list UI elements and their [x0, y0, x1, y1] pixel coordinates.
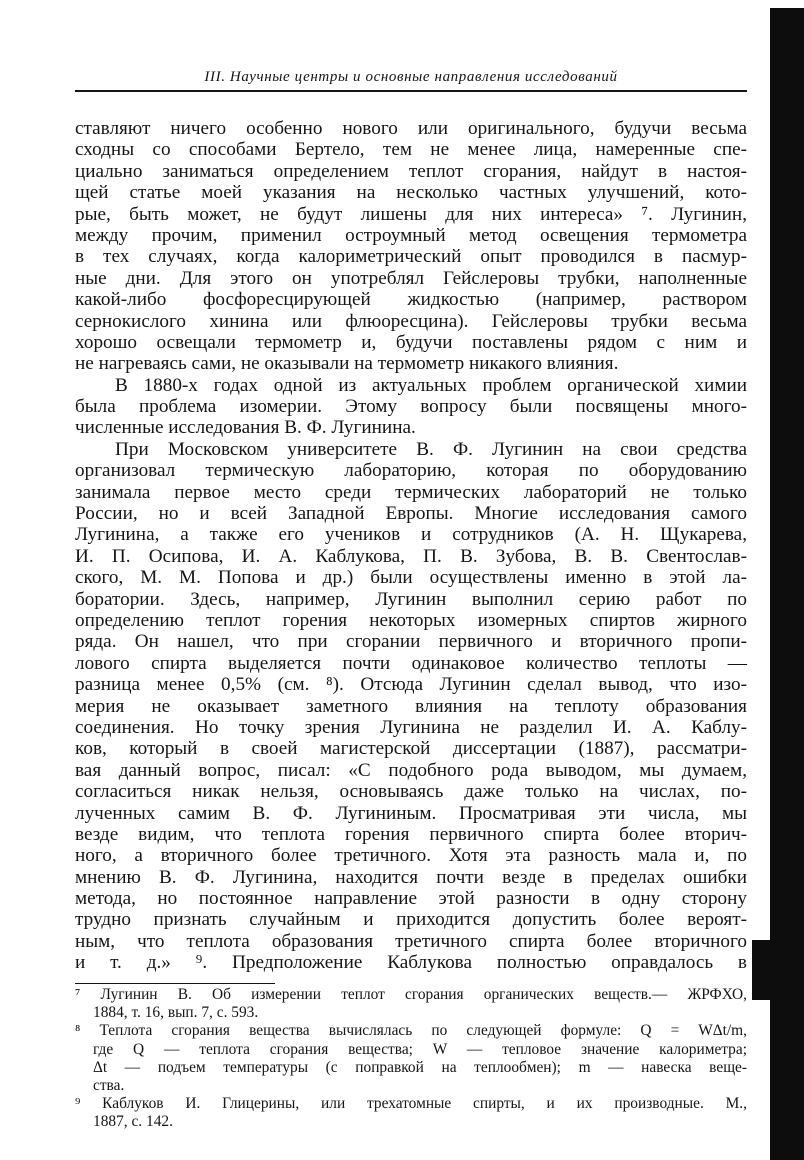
text-line: между прочим, применил остроумный метод освещения термометра — [75, 224, 747, 246]
footnote-line: Δt — подъем температуры (с поправкой на теплообмен); m — навеска веще- — [93, 1058, 747, 1076]
text-line: лученных самим В. Ф. Лугининым. Просматривая эти числа, мы — [75, 802, 747, 824]
text-line: и т. д.» ⁹. Предположение Каблукова полностью оправдалось в — [75, 952, 747, 974]
footnote-rule — [75, 983, 275, 984]
text-line: ным, что теплота образования третичного спирта более вторичного — [75, 930, 747, 952]
text-line: России, но и всей Западной Европы. Многие исследования самого — [75, 503, 747, 525]
text-line: какой-либо фосфоресцирующей жидкостью (например, раствором — [75, 289, 747, 311]
text-line: ряда. Он нашел, что при сгорании первичного и вторичного пропи- — [75, 631, 747, 653]
footnote-line: ства. — [93, 1076, 125, 1094]
scan-edge-notch — [752, 940, 772, 1000]
text-line: лового спирта выделяется почти одинаковое количество теплоты — — [75, 652, 747, 674]
text-line: согласиться никак нельзя, основываясь даже только на числах, по- — [75, 781, 747, 803]
footnote-9: ⁹ Каблуков И. Глицерины, или трехатомные спирты, и их производные. М., — [75, 1095, 747, 1113]
text-line: ского, М. М. Попова и др.) были осуществлены именно в этой ла- — [75, 567, 747, 589]
text-line: И. П. Осипова, И. А. Каблукова, П. В. Зубова, В. В. Свентослав- — [75, 545, 747, 567]
text-line: ного, а вторичного более третичного. Хотя эта разность мала и, по — [75, 845, 747, 867]
text-line: разница менее 0,5% (см. ⁸). Отсюда Лугинин сделал вывод, что изо- — [75, 674, 747, 696]
text-line: вая данный вопрос, писал: «С подобного рода выводом, мы думаем, — [75, 759, 747, 781]
text-line: соединения. Но точку зрения Лугинина не разделил И. А. Каблу- — [75, 716, 747, 738]
footnotes — [75, 986, 747, 1132]
text-line: трудно признать случайным и приходится допустить более вероят- — [75, 909, 747, 931]
text-line: определению теплот горения некоторых изомерных спиртов жирного — [75, 609, 747, 631]
text-line: мнению В. Ф. Лугинина, находится почти везде в пределах ошибки — [75, 866, 747, 888]
text-line: рые, быть может, не будут лишены для них интереса» ⁷. Лугинин, — [75, 203, 747, 225]
footnote-8: ⁸ Теплота сгорания вещества вычислялась по следующей формуле: Q = WΔt/m, — [75, 1022, 747, 1040]
text-line: сходны со способами Бертело, тем не менее лица, намеренные спе- — [75, 139, 747, 161]
footnote-line: где Q — теплота сгорания вещества; W — тепловое значение калориметра; — [93, 1040, 747, 1058]
text-line: организовал термическую лабораторию, которая по оборудованию — [75, 460, 747, 482]
text-line: не нагреваясь сами, не оказывали на термометр никакого влияния. — [75, 353, 619, 375]
text-line: в тех случаях, когда калориметрический опыт проводился в пасмур- — [75, 246, 747, 268]
footnote-7: ⁷ Лугинин В. Об измерении теплот сгорания органических веществ.— ЖРФХО, — [75, 986, 747, 1003]
text-line: численные исследования В. Ф. Лугинина. — [75, 417, 416, 439]
text-line: хорошо освещали термометр и, будучи поставлены рядом с ним и — [75, 331, 747, 353]
footnote-line: 1887, с. 142. — [93, 1113, 173, 1131]
paragraph-start-line: В 1880-х годах одной из актуальных проблем органической химии — [115, 374, 747, 396]
text-line: циально заниматься определением теплот сгорания, найдут в настоя- — [75, 160, 747, 182]
running-head: III. Научные центры и основные направления исследований — [204, 69, 618, 85]
body-text — [75, 118, 747, 974]
text-line: была проблема изомерии. Этому вопросу были посвящены много- — [75, 396, 747, 418]
header-rule — [75, 90, 747, 92]
text-line: Лугинина, а также его учеников и сотрудников (А. Н. Щукарева, — [75, 524, 747, 546]
text-line: мерия не оказывает заметного влияния на теплоту образования — [75, 695, 747, 717]
text-line: ные дни. Для этого он употреблял Гейслеровы трубки, наполненные — [75, 267, 747, 289]
scan-edge-shadow — [770, 8, 804, 1160]
text-line: везде видим, что теплота горения первичного спирта более вторич- — [75, 823, 747, 845]
text-line: сернокислого хинина или флюоресцина). Гейслеровы трубки весьма — [75, 310, 747, 332]
text-line: занимала первое место среди термических лабораторий не только — [75, 481, 747, 503]
text-line: ков, который в своей магистерской диссертации (1887), рассматри- — [75, 738, 747, 760]
text-line: ставляют ничего особенно нового или оригинального, будучи весьма — [75, 118, 747, 139]
text-line: щей статье моей указания на несколько частных улучшений, кото- — [75, 182, 747, 204]
text-line: боратории. Здесь, например, Лугинин выполнил серию работ по — [75, 588, 747, 610]
text-line: метода, но постоянное направление этой разности в одну сторону — [75, 888, 747, 910]
paragraph-start-line: При Московском университете В. Ф. Лугинин на свои средства — [115, 438, 747, 460]
footnote-line: 1884, т. 16, вып. 7, с. 593. — [93, 1004, 259, 1022]
